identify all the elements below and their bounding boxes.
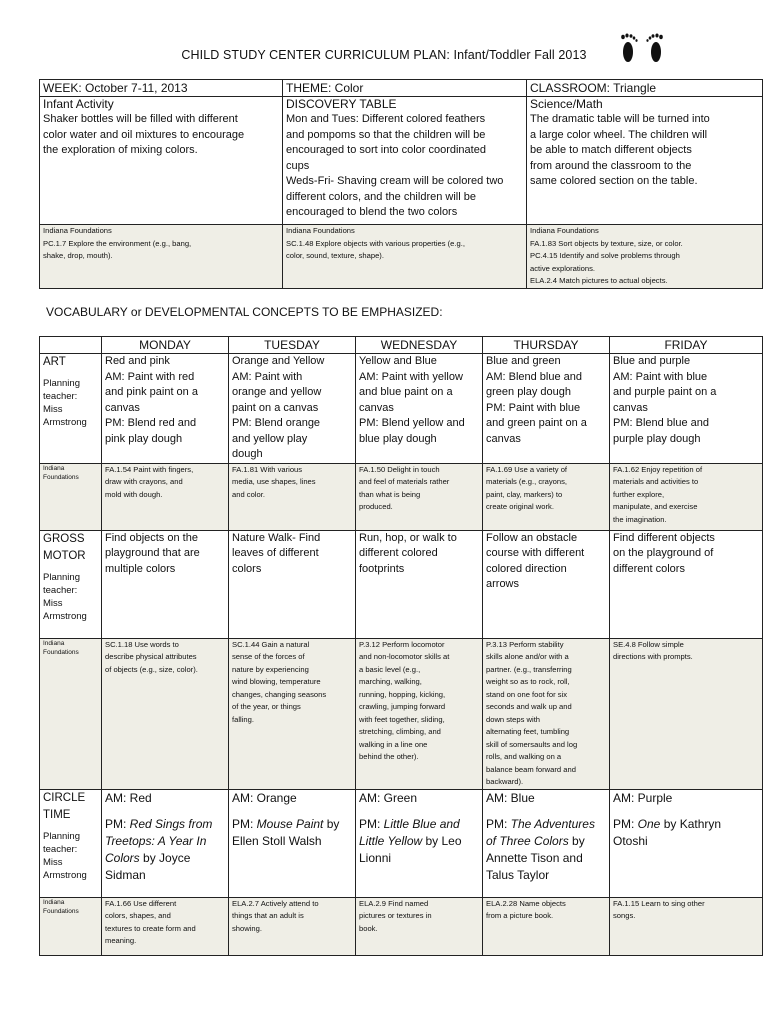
foundations-line: a basic level (e.g.,: [359, 664, 421, 674]
foundations-line: rolls, and walking on a: [486, 752, 562, 761]
cell-line: on the playground of: [613, 547, 714, 559]
foundations-line: and color.: [232, 489, 265, 499]
cell-line: AM: Paint with yellow: [359, 370, 463, 383]
cell-line: AM: Blend blue and: [486, 370, 583, 383]
gross-foundations-tuesday: [229, 638, 356, 789]
book-author: by: [326, 816, 340, 831]
body-line: different colors, and the children will be: [286, 190, 476, 203]
art-friday: [610, 354, 763, 464]
book-title: Mouse Paint: [256, 816, 324, 831]
book-author: Otoshi: [613, 833, 648, 848]
body-line: encouraged to sort into color coordinated: [286, 144, 486, 156]
circle-thursday: [483, 789, 610, 897]
foundations-label-line: Indiana: [43, 898, 65, 906]
cell-line: paint on a canvas: [232, 401, 319, 414]
gross-foundations-monday: [102, 638, 229, 789]
foundations-line: FA.1.15 Learn to sing other: [613, 898, 705, 908]
pm-prefix: PM:: [359, 816, 384, 831]
foundations-label-line: Foundations: [43, 648, 79, 656]
body-line: Shaker bottles will be filled with different: [43, 113, 238, 125]
foundations-line: materials (e.g., crayons,: [486, 477, 568, 486]
foundations-line: media, use shapes, lines: [232, 477, 316, 486]
teacher-line: Armstrong: [43, 610, 87, 622]
book-title: Little Yellow: [359, 833, 423, 848]
gross-foundations-thursday: [483, 638, 610, 789]
body-line: the exploration of mixing colors.: [43, 144, 198, 156]
cell-line: Blue and purple: [613, 355, 691, 367]
circle-foundations-thursday: [483, 897, 610, 955]
pm-book: [105, 816, 225, 884]
cell-line: Run, hop, or walk to: [359, 531, 457, 544]
cell-line: AM: Paint with red: [105, 370, 195, 383]
cell-line: Yellow and Blue: [359, 355, 437, 367]
foundations-line: active explorations.: [530, 263, 596, 273]
foundations-line: meaning.: [105, 936, 137, 945]
foundations-line: PC.4.15 Identify and solve problems through: [530, 251, 680, 260]
teacher-line: Planning: [43, 830, 80, 842]
book-author: Talus Taylor: [486, 867, 550, 882]
foundations-cell: [40, 225, 283, 289]
body-line: Mon and Tues: Different colored feathers: [286, 113, 486, 125]
book-title: Red Sings from: [129, 816, 213, 831]
foundations-line: describe physical attributes: [105, 652, 197, 661]
cell-line: Find different objects: [613, 531, 715, 544]
pm-book: [613, 816, 759, 850]
planning-teacher: [43, 830, 98, 882]
foundations-line: FA.1.62 Enjoy repetition of: [613, 464, 703, 474]
gross-friday: [610, 530, 763, 638]
cell-line: AM: Paint with blue: [613, 370, 708, 383]
foundations-line: showing.: [232, 923, 262, 933]
science-math-cell: [527, 97, 763, 225]
discovery-table-cell: [283, 97, 527, 225]
art-foundations-monday: [102, 463, 229, 530]
book-author: Lionni: [359, 850, 392, 865]
day-monday: MONDAY: [102, 337, 229, 354]
body-line: a large color wheel. The children will: [530, 128, 708, 141]
body-line: and pompoms so that the children will be: [286, 128, 486, 141]
foundations-line: directions with prompts.: [613, 652, 693, 661]
planning-teacher: [43, 377, 98, 429]
foundations-line: ELA.2.7 Actively attend to: [232, 898, 319, 908]
am-activity: AM: Red: [105, 790, 152, 805]
foundations-line: changes, changing seasons: [232, 689, 327, 699]
day-thursday: THURSDAY: [483, 337, 610, 354]
cell-line: footprints: [359, 562, 405, 575]
body-line: encouraged to blend the two colors: [286, 206, 458, 218]
book-author: by Joyce: [143, 850, 191, 865]
cell-line: PM: Blend blue and: [613, 417, 710, 429]
foundations-line: behind the other).: [359, 752, 419, 761]
foundations-line: ELA.2.4 Match pictures to actual objects.: [530, 276, 668, 285]
foundations-cell: [527, 225, 763, 289]
pm-prefix: PM:: [232, 816, 257, 831]
circle-foundations-wednesday: [356, 897, 483, 955]
foundations-line: book.: [359, 923, 378, 933]
cell-line: and green paint on a: [486, 417, 587, 429]
pm-prefix: PM:: [105, 816, 130, 831]
art-foundations-friday: [610, 463, 763, 530]
cell-line: and pink paint on a: [105, 386, 198, 398]
body-line: be able to match different objects: [530, 144, 692, 156]
foundations-line: balance beam forward and: [486, 764, 576, 774]
book-author: Sidman: [105, 867, 146, 882]
body-line: The dramatic table will be turned into: [530, 113, 710, 125]
gross-monday: [102, 530, 229, 638]
teacher-line: Planning: [43, 571, 80, 583]
cell-line: multiple colors: [105, 562, 176, 575]
circle-friday: [610, 789, 763, 897]
foundations-line: stand on one foot for six: [486, 689, 568, 699]
cell-line: PM: Blend yellow and: [359, 417, 465, 429]
foundations-line: FA.1.83 Sort objects by texture, size, or color.: [530, 238, 683, 248]
book-title: Little Blue and: [383, 816, 460, 831]
foundations-line: PC.1.7 Explore the environment (e.g., bang,: [43, 238, 192, 248]
infant-activity-heading: Infant Activity: [43, 97, 114, 111]
row-title: TIME: [43, 808, 71, 821]
pm-book: [486, 816, 606, 884]
cell-line: and purple paint on a: [613, 386, 717, 398]
planning-teacher: [43, 571, 98, 623]
foundations-line: wind blowing, temperature: [232, 677, 321, 686]
cell-line: dough: [232, 448, 263, 460]
circle-monday: [102, 789, 229, 897]
teacher-line: Miss: [43, 404, 63, 415]
foundations-line: skill of somersaults and log: [486, 739, 578, 749]
cell-line: green play dough: [486, 386, 572, 398]
corner-cell: [40, 337, 102, 354]
foundations-line: colors, shapes, and: [105, 911, 171, 920]
foundations-line: sense of the forces of: [232, 652, 305, 661]
book-title: One: [637, 816, 661, 831]
foundations-line: P.3.12 Perform locomotor: [359, 639, 445, 649]
foundations-line: FA.1.69 Use a variety of: [486, 464, 568, 474]
circle-foundations-monday: [102, 897, 229, 955]
cell-line: canvas: [359, 401, 394, 414]
foundations-line: manipulate, and exercise: [613, 502, 698, 511]
foundations-line: running, hopping, kicking,: [359, 689, 446, 699]
cell-line: AM: Paint with: [232, 370, 303, 383]
foundations-line: P.3.13 Perform stability: [486, 639, 564, 649]
cell-line: Orange and Yellow: [232, 355, 325, 367]
book-title: Treetops: A Year In: [105, 833, 207, 848]
foundations-line: stretching, climbing, and: [359, 727, 441, 736]
row-label-art: [40, 354, 102, 464]
art-tuesday: [229, 354, 356, 464]
foundations-line: paint, clay, markers) to: [486, 489, 563, 499]
weekly-table: [39, 336, 763, 956]
teacher-line: Miss: [43, 856, 63, 868]
cell-line: PM: Blend red and: [105, 417, 197, 429]
foundations-label-line: Indiana: [43, 464, 65, 472]
foundations-line: produced.: [359, 502, 393, 511]
foundations-line: with feet together, sliding,: [359, 714, 445, 724]
cell-line: colors: [232, 562, 262, 575]
pm-book: [232, 816, 352, 850]
book-author: by Leo: [425, 833, 462, 848]
foundations-line: SC.1.18 Use words to: [105, 639, 179, 649]
row-label-circle-time: [40, 789, 102, 897]
cell-line: PM: Blend orange: [232, 417, 321, 429]
foundations-label-line: Foundations: [43, 907, 79, 915]
foundations-line: and non-locomotor skills at: [359, 652, 450, 661]
cell-line: canvas: [486, 432, 521, 445]
foundations-line: FA.1.50 Delight in touch: [359, 464, 440, 474]
foundations-line: shake, drop, mouth).: [43, 251, 113, 260]
foundations-line: alternating feet, tumbling: [486, 727, 570, 736]
foundations-line: Indiana Foundations: [530, 226, 599, 235]
teacher-line: Miss: [43, 597, 63, 609]
cell-line: orange and yellow: [232, 386, 322, 398]
foundations-line: seconds and walk up and: [486, 702, 572, 711]
cell-line: arrows: [486, 578, 520, 590]
gross-wednesday: [356, 530, 483, 638]
foundations-label: [40, 463, 102, 530]
foundations-label-line: Foundations: [43, 473, 79, 481]
foundations-line: FA.1.66 Use different: [105, 898, 177, 908]
foundations-line: songs.: [613, 911, 636, 920]
foundations-line: of objects (e.g., size, color).: [105, 664, 198, 674]
teacher-line: Planning: [43, 378, 80, 389]
science-math-heading: Science/Math: [530, 97, 603, 111]
art-monday: [102, 354, 229, 464]
foundations-line: marching, walking,: [359, 677, 422, 686]
cell-line: pink play dough: [105, 432, 183, 445]
cell-line: Red and pink: [105, 355, 170, 367]
gross-foundations-friday: [610, 638, 763, 789]
cell-line: PM: Paint with blue: [486, 401, 581, 414]
book-title: The Adventures: [510, 816, 595, 831]
row-title: CIRCLE: [43, 791, 86, 804]
foundations-line: nature by experiencing: [232, 664, 309, 674]
foundations-line: pictures or textures in: [359, 911, 432, 920]
am-activity: AM: Blue: [486, 790, 535, 805]
theme-cell: THEME: Color: [283, 80, 527, 97]
footprints-icon: [614, 28, 674, 68]
art-foundations-thursday: [483, 463, 610, 530]
teacher-line: teacher:: [43, 843, 78, 855]
book-author: Ellen Stoll Walsh: [232, 833, 322, 848]
cell-line: colored direction: [486, 562, 567, 575]
body-line: same colored section on the table.: [530, 175, 698, 187]
cell-line: different colored: [359, 547, 438, 559]
row-title: ART: [43, 356, 66, 368]
page-title: CHILD STUDY CENTER CURRICULUM PLAN: Infant/Toddler Fall 2013: [181, 48, 587, 62]
foundations-label-line: Indiana: [43, 639, 65, 647]
foundations-label: [40, 638, 102, 789]
foundations-line: textures to create form and: [105, 923, 196, 933]
cell-line: Nature Walk- Find: [232, 531, 321, 544]
teacher-line: Armstrong: [43, 417, 87, 428]
book-author: Annette Tison and: [486, 850, 583, 865]
day-tuesday: TUESDAY: [229, 337, 356, 354]
book-title: Colors: [105, 850, 140, 865]
gross-foundations-wednesday: [356, 638, 483, 789]
vocab-heading: VOCABULARY or DEVELOPMENTAL CONCEPTS TO BE EMPHASIZED:: [46, 305, 443, 319]
cell-line: Find objects on the: [105, 531, 198, 544]
am-activity: AM: Green: [359, 790, 418, 805]
foundations-line: walking in a line one: [359, 739, 428, 749]
foundations-cell: [283, 225, 527, 289]
foundations-line: ELA.2.28 Name objects: [486, 898, 566, 908]
foundations-line: from a picture book.: [486, 911, 554, 920]
art-foundations-wednesday: [356, 463, 483, 530]
art-thursday: [483, 354, 610, 464]
cell-line: and yellow play: [232, 432, 308, 445]
gross-tuesday: [229, 530, 356, 638]
art-foundations-tuesday: [229, 463, 356, 530]
foundations-line: than what is being: [359, 489, 421, 499]
circle-tuesday: [229, 789, 356, 897]
day-friday: FRIDAY: [610, 337, 763, 354]
row-label-gross-motor: [40, 530, 102, 638]
day-wednesday: WEDNESDAY: [356, 337, 483, 354]
pm-book: [359, 816, 479, 867]
classroom-cell: CLASSROOM: Triangle: [527, 80, 763, 97]
foundations-line: the imagination.: [613, 514, 667, 524]
row-title: GROSS: [43, 532, 85, 545]
circle-foundations-tuesday: [229, 897, 356, 955]
foundations-line: FA.1.54 Paint with fingers,: [105, 464, 194, 474]
cell-line: different colors: [613, 562, 685, 575]
cell-line: Follow an obstacle: [486, 531, 578, 544]
body-line: from around the classroom to the: [530, 159, 692, 172]
cell-line: blue play dough: [359, 432, 437, 445]
teacher-line: teacher:: [43, 391, 78, 402]
foundations-line: skills alone and/or with a: [486, 652, 569, 661]
foundations-line: partner. (e.g., transferring: [486, 664, 572, 674]
foundations-line: things that an adult is: [232, 911, 304, 920]
foundations-line: Indiana Foundations: [286, 226, 355, 235]
foundations-line: SC.1.48 Explore objects with various properties (e.g.,: [286, 238, 465, 248]
foundations-line: FA.1.81 With various: [232, 464, 303, 474]
book-title: of Three Colors: [486, 833, 569, 848]
cell-line: and blue paint on a: [359, 386, 453, 398]
cell-line: canvas: [613, 401, 648, 414]
cell-line: Blue and green: [486, 355, 561, 367]
pm-prefix: PM:: [613, 816, 638, 831]
circle-wednesday: [356, 789, 483, 897]
art-wednesday: [356, 354, 483, 464]
am-activity: AM: Orange: [232, 790, 297, 805]
foundations-line: crawling, jumping forward: [359, 702, 446, 711]
body-line: Weds-Fri- Shaving cream will be colored two: [286, 175, 504, 187]
book-author: by: [572, 833, 585, 848]
discovery-table-heading: DISCOVERY TABLE: [286, 97, 397, 111]
cell-line: canvas: [105, 401, 140, 414]
foundations-line: draw with crayons, and: [105, 477, 183, 486]
cell-line: playground that are: [105, 547, 200, 559]
overview-table: [39, 79, 763, 289]
body-line: color water and oil mixtures to encourage: [43, 128, 245, 141]
pm-prefix: PM:: [486, 816, 511, 831]
foundations-line: weight so as to rock, roll,: [486, 677, 570, 686]
foundations-line: SC.1.44 Gain a natural: [232, 639, 310, 649]
foundations-line: backward).: [486, 777, 524, 786]
cell-line: purple play dough: [613, 432, 701, 445]
foundations-line: mold with dough.: [105, 489, 163, 499]
foundations-line: materials and activities to: [613, 477, 699, 486]
foundations-line: color, sound, texture, shape).: [286, 251, 384, 260]
teacher-line: teacher:: [43, 584, 78, 596]
foundations-line: down steps with: [486, 714, 541, 724]
teacher-line: Armstrong: [43, 869, 87, 881]
foundations-line: further explore,: [613, 489, 665, 499]
cell-line: leaves of different: [232, 547, 319, 559]
week-cell: WEEK: October 7-11, 2013: [40, 80, 283, 97]
gross-thursday: [483, 530, 610, 638]
foundations-line: and feel of materials rather: [359, 477, 450, 486]
foundations-label: [40, 897, 102, 955]
foundations-line: Indiana Foundations: [43, 226, 112, 235]
foundations-line: SE.4.8 Follow simple: [613, 639, 684, 649]
body-line: cups: [286, 159, 310, 172]
foundations-line: create original work.: [486, 502, 554, 511]
am-activity: AM: Purple: [613, 790, 673, 805]
circle-foundations-friday: [610, 897, 763, 955]
row-title: MOTOR: [43, 549, 86, 562]
book-author: by Kathryn: [663, 816, 722, 831]
foundations-line: ELA.2.9 Find named: [359, 898, 429, 908]
infant-activity-cell: [40, 97, 283, 225]
foundations-line: of the year, or things: [232, 702, 301, 711]
cell-line: course with different: [486, 547, 585, 559]
foundations-line: falling.: [232, 714, 254, 724]
